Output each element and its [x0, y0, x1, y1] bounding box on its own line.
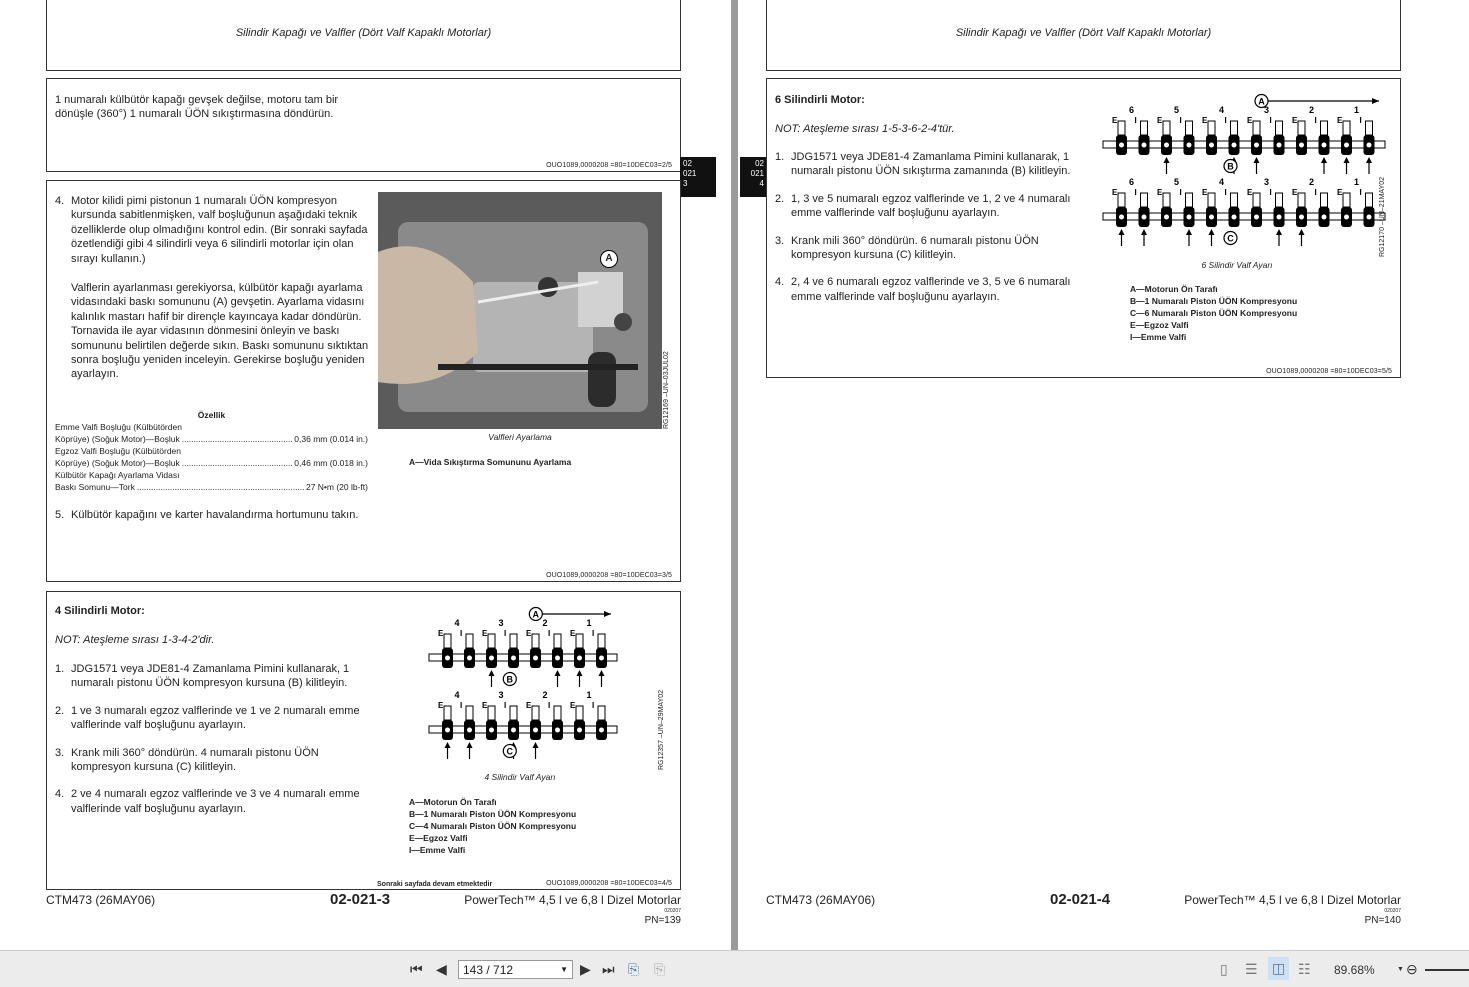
valve-photo — [378, 192, 662, 429]
cylinder-number: 2 — [542, 690, 548, 700]
last-page-button[interactable]: ⏭ — [602, 961, 615, 977]
rocker-arm — [598, 634, 605, 648]
step-item — [775, 234, 1093, 263]
rocker-arm — [1186, 121, 1193, 135]
valve-type-label: I — [460, 629, 463, 638]
step-text: Motor kilidi pimi pistonun 1 numaralı ÜÖN kompresyon kursunda sabitlenmişken, valf boşluğunun aşağıdaki teknik özelliklerde olup olmadığını kontrol edin. (Bir sonraki sayfada özetlendiği gibi 4 silindirli veya 6 silindirli motorlar için olan sırayı kullanın.) — [71, 195, 368, 265]
rocker-pivot — [1232, 143, 1237, 148]
valve-type-label: E — [1112, 188, 1118, 197]
cylinder-number: 3 — [1263, 177, 1270, 187]
step-text: 2, 4 ve 6 numaralı egzoz valflerinde ve 3, 5 ve 6 numaralı emme valflerinde valf boşluğunu ayarlayın. — [791, 276, 1071, 303]
page-header — [46, 0, 681, 71]
cylinder-number: 3 — [1263, 105, 1270, 115]
footer-date: 020207 — [1384, 908, 1401, 914]
valve-type-label: I — [1314, 116, 1317, 125]
rocker-pivot — [1322, 143, 1327, 148]
rocker-pivot — [555, 656, 560, 661]
rocker-pivot — [1367, 215, 1372, 220]
step-number: 2. — [775, 192, 785, 205]
rocker-arm — [1208, 193, 1215, 207]
valve-type-label: I — [1224, 116, 1227, 125]
valve-type-label: I — [504, 701, 507, 710]
step-number: 2. — [55, 704, 65, 717]
adjust-arrowhead — [1254, 157, 1260, 163]
spec-value: 27 N•m (20 lb-ft) — [305, 482, 368, 492]
header-text: Silindir Kapağı ve Valfler (Dört Valf Kapaklı Motorlar) — [235, 27, 492, 39]
valve-type-label: E — [438, 629, 444, 638]
legend-item: E—Egzoz Valfi — [1130, 320, 1189, 330]
valve-type-label: I — [548, 629, 551, 638]
valve-type-label: E — [1202, 188, 1208, 197]
step-item — [775, 150, 1093, 179]
rocker-pivot — [577, 656, 582, 661]
cylinder-number: 2 — [1308, 105, 1315, 115]
rocker-arm — [488, 706, 495, 720]
rocker-arm — [444, 706, 451, 720]
adjust-arrowhead — [1299, 229, 1305, 235]
step-text: 2 ve 4 numaralı egzoz valflerinde ve 3 ve 4 numaralı emme valflerinde valf boşluğunu ayarlayın. — [71, 788, 360, 815]
previous-page-button[interactable]: ◀ — [436, 961, 447, 977]
valve-type-label: E — [1157, 188, 1163, 197]
rocker-arm — [1253, 193, 1260, 207]
rocker-arm — [598, 706, 605, 720]
valve-type-label: E — [570, 629, 576, 638]
section-id: OUO1089,0000208 =80=10DEC03=2/5 — [546, 162, 672, 169]
step-item — [775, 275, 1093, 304]
section-tab — [740, 157, 767, 197]
valve-type-label: E — [482, 701, 488, 710]
valve-type-label: E — [526, 629, 532, 638]
step-text: Krank mili 360° döndürün. 4 numaralı pistonu ÜÖN kompresyon kursuna (C) kilitleyin. — [71, 746, 319, 774]
photo-caption: Valfleri Ayarlama — [488, 432, 552, 442]
rocker-arm — [1366, 121, 1373, 135]
valve-type-label: I — [1359, 116, 1362, 125]
legend-item: C—6 Numaralı Piston ÜÖN Kompresyonu — [1130, 308, 1298, 318]
rocker-pivot — [1142, 215, 1147, 220]
cylinder-number: 1 — [586, 618, 592, 628]
spec-value: 0,46 mm (0.018 in.) — [294, 458, 368, 468]
adjust-arrowhead — [1209, 229, 1215, 235]
valve-type-label: I — [460, 701, 463, 710]
cylinder-number: 6 — [1128, 105, 1135, 115]
rocker-arm — [576, 634, 583, 648]
adjust-arrowhead — [1276, 229, 1282, 235]
rocker-pivot — [467, 656, 472, 661]
valve-type-label: I — [1314, 188, 1317, 197]
step-number: 4. — [775, 276, 785, 289]
tab-line: 021 — [683, 169, 697, 178]
rocker-shaft — [429, 726, 617, 733]
rocker-pivot — [533, 656, 538, 661]
piston-marker-label: C — [506, 746, 514, 757]
rocker-pivot — [1299, 143, 1304, 148]
step-item — [55, 787, 373, 816]
footer-title: PowerTech™ 4,5 l ve 6,8 l Dizel Motorlar — [464, 893, 681, 907]
rocker-pivot — [1187, 143, 1192, 148]
rocker-pivot — [555, 728, 560, 733]
rocker-arm — [1343, 121, 1350, 135]
rocker-pivot — [511, 656, 516, 661]
rocker-arm — [1276, 193, 1283, 207]
zoom-dropdown-icon[interactable]: ▼ — [1397, 966, 1404, 973]
adjust-arrowhead — [1164, 157, 1170, 163]
spec-row — [55, 481, 368, 493]
tab-line: 3 — [683, 179, 688, 188]
piston-marker-label: B — [506, 674, 514, 685]
spec-label: Külbütör Kapağı Ayarlama Vidası — [55, 470, 180, 480]
valve-type-label: I — [1179, 188, 1182, 197]
rocker-pivot — [445, 656, 450, 661]
front-marker-label: A — [532, 609, 540, 620]
spec-label: Emme Valfi Boşluğu (Külbütörden — [55, 422, 182, 432]
adjust-arrowhead — [555, 670, 561, 676]
step-number: 4. — [55, 788, 65, 801]
diagram-caption: 6 Silindir Valf Ayarı — [1201, 260, 1273, 270]
step-text: Külbütör kapağını ve karter havalandırma hortumunu takın. — [71, 509, 359, 521]
adjust-arrowhead — [489, 670, 495, 676]
step-item — [55, 746, 373, 775]
adjust-arrowhead — [1366, 157, 1372, 163]
cylinder-number: 1 — [1353, 105, 1360, 115]
box1-text: 1 numaralı külbütör kapağı gevşek değilse, motoru tam bir dönüşle (360°) 1 numaralı ÜÖN sıkıştırmasına döndürün. — [55, 94, 339, 121]
valve-diagram-4-cylinder — [425, 604, 625, 764]
rocker-pivot — [1232, 215, 1237, 220]
section-box-2 — [46, 180, 681, 582]
rocker-arm — [1343, 193, 1350, 207]
next-view-icon[interactable]: ⎘ — [654, 961, 666, 977]
rocker-arm — [1163, 121, 1170, 135]
step-number: 4. — [55, 195, 65, 207]
spec-value: 0,36 mm (0.014 in.) — [294, 434, 368, 444]
valve-type-label: E — [1157, 116, 1163, 125]
rocker-pivot — [1142, 143, 1147, 148]
spec-table — [55, 409, 368, 493]
spec-row — [55, 457, 368, 469]
valve-type-label: I — [1269, 188, 1272, 197]
legend-item: I—Emme Valfi — [1130, 332, 1187, 342]
rocker-pivot — [489, 656, 494, 661]
rocker-pivot — [511, 728, 516, 733]
spec-title: Özellik — [197, 410, 226, 420]
step-list — [775, 150, 1093, 317]
rocker-pivot — [1254, 215, 1259, 220]
rocker-pivot — [1209, 215, 1214, 220]
rocker-pivot — [1119, 215, 1124, 220]
rocker-arm — [1298, 121, 1305, 135]
valve-type-label: E — [482, 629, 488, 638]
zoom-slider[interactable] — [1425, 969, 1469, 971]
rocker-arm — [554, 706, 561, 720]
footer-date: 020207 — [664, 908, 681, 914]
legend-item: A—Motorun Ön Tarafı — [409, 797, 497, 807]
continued-note: Sonraki sayfada devam etmektedir — [377, 881, 493, 888]
cylinder-number: 1 — [586, 690, 592, 700]
rocker-arm — [1141, 193, 1148, 207]
rocker-pivot — [1344, 143, 1349, 148]
rocker-pivot — [599, 728, 604, 733]
step-text: JDG1571 veya JDE81-4 Zamanlama Pimini kullanarak, 1 numaralı pistonu ÜÖN sıkıştırma zamanında (B) kilitleyin. — [791, 151, 1071, 178]
rocker-arm — [1141, 121, 1148, 135]
cylinder-number: 4 — [1218, 177, 1225, 187]
valve-type-label: E — [1292, 188, 1298, 197]
rocker-arm — [1321, 193, 1328, 207]
legend-item: B—1 Numaralı Piston ÜÖN Kompresyonu — [409, 809, 577, 819]
cylinder-number: 5 — [1173, 105, 1180, 115]
valve-type-label: E — [1247, 116, 1253, 125]
rocker-pivot — [1367, 143, 1372, 148]
adjust-arrowhead — [1344, 157, 1350, 163]
figure-code: RG12169 –UN–03JUL02 — [663, 351, 670, 429]
rocker-arm — [488, 634, 495, 648]
dropdown-icon[interactable]: ▼ — [560, 965, 568, 974]
rocker-arm — [1298, 193, 1305, 207]
diagram-legend — [1130, 283, 1297, 343]
rocker-pivot — [1277, 143, 1282, 148]
valve-type-label: I — [1359, 188, 1362, 197]
rocker-pivot — [489, 728, 494, 733]
rocker-pivot — [1344, 215, 1349, 220]
step-item — [55, 704, 373, 733]
rocker-arm — [1321, 121, 1328, 135]
tab-line: 02 — [755, 159, 764, 168]
footer-code: CTM473 (26MAY06) — [766, 893, 876, 907]
rocker-arm — [1118, 193, 1125, 207]
rocker-pivot — [1164, 143, 1169, 148]
tab-line: 02 — [683, 159, 692, 168]
arrowhead — [1372, 98, 1379, 104]
section-id: OUO1089,0000208 =80=10DEC03=4/5 — [546, 880, 672, 887]
section-box-3 — [46, 591, 681, 890]
arrowhead — [604, 611, 611, 617]
rocker-arm — [532, 634, 539, 648]
valve-type-label: I — [504, 629, 507, 638]
valve-type-label: E — [1202, 116, 1208, 125]
valve-type-label: I — [1224, 188, 1227, 197]
continuous-facing-view-icon[interactable]: ☷ — [1298, 961, 1311, 977]
header-text: Silindir Kapağı ve Valfler (Dört Valf Kapaklı Motorlar) — [955, 27, 1212, 39]
cylinder-number: 4 — [454, 690, 460, 700]
tab-line: 021 — [750, 169, 764, 178]
step-number: 5. — [55, 509, 65, 521]
rocker-arm — [1186, 193, 1193, 207]
valve-type-label: I — [548, 701, 551, 710]
spec-label: Köprüye) (Soğuk Motor)—Boşluk — [55, 458, 180, 468]
valve-type-label: I — [592, 629, 595, 638]
adjust-arrowhead — [1186, 229, 1192, 235]
footer-page-number: 02-021-3 — [330, 891, 391, 908]
step-number: 3. — [775, 234, 785, 247]
section-note: NOT: Ateşleme sırası 1-5-3-6-2-4'tür. — [775, 123, 955, 135]
spec-label: Baskı Somunu—Tork — [55, 482, 135, 492]
photo-legend: A—Vida Sıkıştırma Somununu Ayarlama — [409, 457, 572, 467]
spec-row — [55, 433, 368, 445]
rocker-arm — [576, 706, 583, 720]
section-note: NOT: Ateşleme sırası 1-3-4-2'dir. — [55, 634, 215, 646]
rocker-arm — [1163, 193, 1170, 207]
step-text: JDG1571 veya JDE81-4 Zamanlama Pimini kullanarak, 1 numaralı pistonu ÜÖN kompresyon kursuna (B) kilitleyin. — [71, 663, 350, 690]
valve-type-label: E — [1337, 188, 1343, 197]
rocker-arm — [466, 634, 473, 648]
rocker-pivot — [1119, 143, 1124, 148]
step-4 — [55, 194, 373, 266]
piston-marker-label: B — [1227, 161, 1234, 172]
adjust-arrowhead — [533, 742, 539, 748]
valve-type-label: I — [1269, 116, 1272, 125]
cylinder-number: 2 — [1308, 177, 1315, 187]
rocker-pivot — [1187, 215, 1192, 220]
step-number: 3. — [55, 746, 65, 759]
left-page — [0, 0, 731, 950]
callout-a: A — [600, 250, 618, 268]
step-text: Krank mili 360° döndürün. 6 numaralı pistonu ÜÖN kompresyon kursuna (C) kilitleyin. — [791, 234, 1039, 262]
valve-type-label: E — [1247, 188, 1253, 197]
adjust-arrowhead — [445, 742, 451, 748]
section-tab — [680, 157, 716, 197]
figure-code: RG12357 –UN–29MAY02 — [658, 689, 665, 770]
front-marker-label: A — [1258, 96, 1265, 107]
footer-pn: PN=140 — [1364, 915, 1401, 926]
step-item — [55, 662, 373, 691]
rocker-pivot — [445, 728, 450, 733]
footer-title: PowerTech™ 4,5 l ve 6,8 l Dizel Motorlar — [1184, 893, 1401, 907]
cylinder-number: 4 — [454, 618, 460, 628]
rocker-pivot — [1209, 143, 1214, 148]
valve-type-label: I — [1134, 116, 1137, 125]
section-box-1 — [46, 78, 681, 172]
step-text: 1 ve 3 numaralı egzoz valflerinde ve 1 ve 2 numaralı emme valflerinde valf boşluğunu ayarlayın. — [71, 704, 360, 732]
valve-type-label: E — [438, 701, 444, 710]
valve-diagram-6-cylinder — [1099, 91, 1389, 256]
next-page-button[interactable]: ▶ — [580, 961, 591, 977]
rocker-pivot — [1164, 215, 1169, 220]
valve-type-label: I — [592, 701, 595, 710]
engine-photo-illustration — [378, 192, 662, 429]
rocker-pivot — [1299, 215, 1304, 220]
valve-type-label: E — [570, 701, 576, 710]
rocker-shaft — [429, 654, 617, 661]
step-item — [775, 192, 1093, 221]
adjust-arrowhead — [577, 670, 583, 676]
valve-type-label: E — [1292, 116, 1298, 125]
section-title: 4 Silindirli Motor: — [55, 605, 145, 617]
valve-type-label: I — [1179, 116, 1182, 125]
rocker-pivot — [1254, 143, 1259, 148]
rocker-arm — [1208, 121, 1215, 135]
rocker-pivot — [1322, 215, 1327, 220]
legend-item: A—Motorun Ön Tarafı — [1130, 284, 1218, 294]
rocker-arm — [1231, 121, 1238, 135]
section-id: OUO1089,0000208 =80=10DEC03=5/5 — [1266, 368, 1392, 375]
spec-label: Köprüye) (Soğuk Motor)—Boşluk — [55, 434, 180, 444]
step-5 — [55, 508, 373, 522]
cylinder-number: 1 — [1353, 177, 1360, 187]
legend-item: C—4 Numaralı Piston ÜÖN Kompresyonu — [409, 821, 577, 831]
diagram-legend — [409, 796, 576, 856]
figure-code: RG12170 –UN–21MAY02 — [1379, 176, 1386, 257]
rocker-arm — [444, 634, 451, 648]
step-number: 1. — [55, 663, 65, 675]
legend-item: E—Egzoz Valfi — [409, 833, 468, 843]
rocker-arm — [532, 706, 539, 720]
cylinder-number: 5 — [1173, 177, 1180, 187]
rocker-pivot — [533, 728, 538, 733]
facing-view-icon[interactable]: ◫ — [1268, 957, 1289, 980]
valve-type-label: I — [1134, 188, 1137, 197]
rocker-arm — [510, 634, 517, 648]
zoom-level[interactable]: 89.68% — [1334, 963, 1375, 977]
valve-type-label: E — [526, 701, 532, 710]
valve-type-label: E — [1337, 116, 1343, 125]
piston-marker-label: C — [1227, 233, 1234, 244]
legend-item: I—Emme Valfi — [409, 845, 466, 855]
footer-pn: PN=139 — [644, 915, 681, 926]
adjust-arrowhead — [1119, 229, 1125, 235]
adjust-arrowhead — [1321, 157, 1327, 163]
rocker-arm — [466, 706, 473, 720]
step-number: 1. — [775, 151, 785, 163]
rocker-pivot — [467, 728, 472, 733]
single-page-view-icon[interactable]: ▯ — [1220, 961, 1228, 977]
step-text: 1, 3 ve 5 numaralı egzoz valflerinde ve 1, 2 ve 4 numaralı emme valflerinde valf boşluğunu ayarlayın. — [791, 192, 1071, 220]
cylinder-number: 4 — [1218, 105, 1225, 115]
rocker-arm — [510, 706, 517, 720]
page-value: 143 / 712 — [463, 963, 514, 977]
cylinder-number: 2 — [542, 618, 548, 628]
footer-page-number: 02-021-4 — [1050, 891, 1111, 908]
rocker-arm — [554, 634, 561, 648]
first-page-button[interactable]: ⏮ — [410, 961, 423, 977]
continuous-view-icon[interactable]: ☰ — [1245, 961, 1258, 977]
rocker-arm — [1118, 121, 1125, 135]
cylinder-number: 3 — [498, 690, 504, 700]
tab-line: 4 — [759, 179, 764, 188]
page-header — [766, 0, 1401, 71]
rocker-pivot — [577, 728, 582, 733]
rocker-pivot — [1277, 215, 1282, 220]
footer-code: CTM473 (26MAY06) — [46, 893, 156, 907]
spec-label: Egzoz Valfi Boşluğu (Külbütörden — [55, 446, 182, 456]
pdf-toolbar — [0, 950, 1469, 987]
page-number-input[interactable] — [458, 960, 573, 979]
rocker-arm — [1366, 193, 1373, 207]
section-id: OUO1089,0000208 =80=10DEC03=3/5 — [546, 572, 672, 579]
previous-view-icon[interactable]: ⎘ — [628, 961, 640, 977]
adjust-arrowhead — [1141, 229, 1147, 235]
rocker-arm — [1276, 121, 1283, 135]
rocker-pivot — [599, 656, 604, 661]
rocker-arm — [1231, 193, 1238, 207]
zoom-out-icon[interactable]: ⊖ — [1406, 961, 1418, 977]
cylinder-number: 3 — [498, 618, 504, 628]
legend-item: B—1 Numaralı Piston ÜÖN Kompresyonu — [1130, 296, 1298, 306]
valve-type-label: E — [1112, 116, 1118, 125]
diagram-caption: 4 Silindir Valf Ayarı — [484, 772, 556, 782]
adjust-paragraph: Valflerin ayarlanması gerekiyorsa, külbütör kapağı ayarlama vidasındaki baskı somununu (A) gevşetin. Ayarlama vidasını kalınlık mastarı hafif bir dirençle kayıncaya kadar döndürün. Tornavida ile ayar vidasının dönmesini önleyin ve baskı somununu belirtilen değerde sıkın. Baskı somununu sıktıktan sonra boşluğu yeniden inceleyin. Gerekirse boşluğu yeniden ayarlayın. — [71, 282, 369, 381]
section-box-6cyl — [766, 78, 1401, 378]
adjust-arrowhead — [467, 742, 473, 748]
section-title: 6 Silindirli Motor: — [775, 94, 865, 106]
adjust-arrowhead — [599, 670, 605, 676]
cylinder-number: 6 — [1128, 177, 1135, 187]
rocker-arm — [1253, 121, 1260, 135]
right-page — [738, 0, 1469, 950]
step-list — [55, 662, 373, 829]
